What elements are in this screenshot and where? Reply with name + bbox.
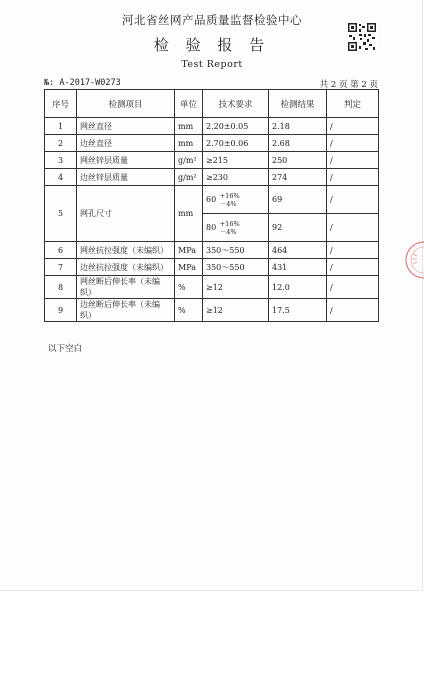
table-header-row xyxy=(45,90,379,118)
row-spec: 350～550 xyxy=(203,242,269,259)
row-unit: mm xyxy=(175,186,203,242)
row-verdict: / xyxy=(327,135,379,152)
row-spec: 2.20±0.05 xyxy=(203,118,269,135)
row-spec: 2.70±0.06 xyxy=(203,135,269,152)
table-row xyxy=(45,242,379,259)
row-verdict: / xyxy=(327,259,379,276)
qr-code-icon xyxy=(347,22,377,52)
seal-stamp-icon xyxy=(404,240,424,280)
blank-below-note: 以下空白 xyxy=(48,344,83,354)
table-row xyxy=(45,299,379,322)
row-verdict: / xyxy=(327,214,379,242)
row-result: 274 xyxy=(269,169,327,186)
row-unit: g/m² xyxy=(175,169,203,186)
row-verdict: / xyxy=(327,118,379,135)
row-verdict: / xyxy=(327,242,379,259)
spec-tolerance xyxy=(220,192,240,208)
tolerance-minus: －4% xyxy=(219,227,237,236)
row-result: 431 xyxy=(269,259,327,276)
row-unit: mm xyxy=(175,118,203,135)
row-item: 网丝抗拉强度（未编织） xyxy=(77,242,175,259)
report-title-en: Test Report xyxy=(181,59,243,70)
row-item: 边丝锌层质量 xyxy=(77,169,175,186)
row-item: 边丝抗拉强度（未编织） xyxy=(77,259,175,276)
header-spec: 技术要求 xyxy=(203,90,269,118)
row-result: 250 xyxy=(269,152,327,169)
row-result: 2.68 xyxy=(269,135,327,152)
table-row xyxy=(45,152,379,169)
row-no: 3 xyxy=(45,152,77,169)
table-row xyxy=(45,118,379,135)
tolerance-minus: －4% xyxy=(219,199,237,208)
header-no: 序号 xyxy=(45,90,77,118)
results-table xyxy=(44,89,379,322)
spec-tolerance xyxy=(220,220,240,236)
row-no: 5 xyxy=(45,186,77,242)
report-number: №: A-2017-W0273 xyxy=(44,78,121,88)
row-unit: % xyxy=(175,299,203,322)
table-row xyxy=(45,259,379,276)
row-verdict: / xyxy=(327,299,379,322)
header-result: 检测结果 xyxy=(269,90,327,118)
row-result: 464 xyxy=(269,242,327,259)
row-no: 9 xyxy=(45,299,77,322)
row-no: 7 xyxy=(45,259,77,276)
spec-nominal: 80 xyxy=(206,222,217,232)
row-spec-mesh-80 xyxy=(203,214,269,242)
row-spec: ≥12 xyxy=(203,276,269,299)
row-verdict: / xyxy=(327,276,379,299)
row-unit: mm xyxy=(175,135,203,152)
row-verdict: / xyxy=(327,152,379,169)
row-result: 2.18 xyxy=(269,118,327,135)
header-unit: 单位 xyxy=(175,90,203,118)
row-spec: 350～550 xyxy=(203,259,269,276)
table-row xyxy=(45,276,379,299)
row-item: 网丝断后伸长率（未编织） xyxy=(77,276,175,299)
header-item: 检测项目 xyxy=(77,90,175,118)
row-item: 网孔尺寸 xyxy=(77,186,175,242)
row-result: 17.5 xyxy=(269,299,327,322)
row-spec: ≥215 xyxy=(203,152,269,169)
table-row xyxy=(45,169,379,186)
row-result: 92 xyxy=(269,214,327,242)
row-unit: g/m² xyxy=(175,152,203,169)
row-item: 边丝直径 xyxy=(77,135,175,152)
row-item: 网丝锌层质量 xyxy=(77,152,175,169)
row-no: 2 xyxy=(45,135,77,152)
header-verdict: 判定 xyxy=(327,90,379,118)
tolerance-plus: +16% xyxy=(219,191,240,200)
row-unit: MPa xyxy=(175,259,203,276)
row-result: 12.0 xyxy=(269,276,327,299)
row-no: 6 xyxy=(45,242,77,259)
row-item: 边丝断后伸长率（未编织） xyxy=(77,299,175,322)
row-result: 69 xyxy=(269,186,327,214)
organization-name: 河北省丝网产品质量监督检验中心 xyxy=(122,13,302,27)
table-row xyxy=(45,186,379,214)
row-item: 网丝直径 xyxy=(77,118,175,135)
row-no: 8 xyxy=(45,276,77,299)
row-verdict: / xyxy=(327,169,379,186)
row-unit: % xyxy=(175,276,203,299)
row-verdict: / xyxy=(327,186,379,214)
report-title-cn: 检 验 报 告 xyxy=(153,36,271,54)
row-no: 1 xyxy=(45,118,77,135)
spec-nominal: 60 xyxy=(206,194,217,204)
row-no: 4 xyxy=(45,169,77,186)
table-row xyxy=(45,135,379,152)
row-unit: MPa xyxy=(175,242,203,259)
tolerance-plus: +16% xyxy=(219,219,240,228)
page-info: 共 2 页 第 2 页 xyxy=(319,80,378,90)
row-spec: ≥230 xyxy=(203,169,269,186)
row-spec: ≥12 xyxy=(203,299,269,322)
row-spec-mesh-60 xyxy=(203,186,269,214)
